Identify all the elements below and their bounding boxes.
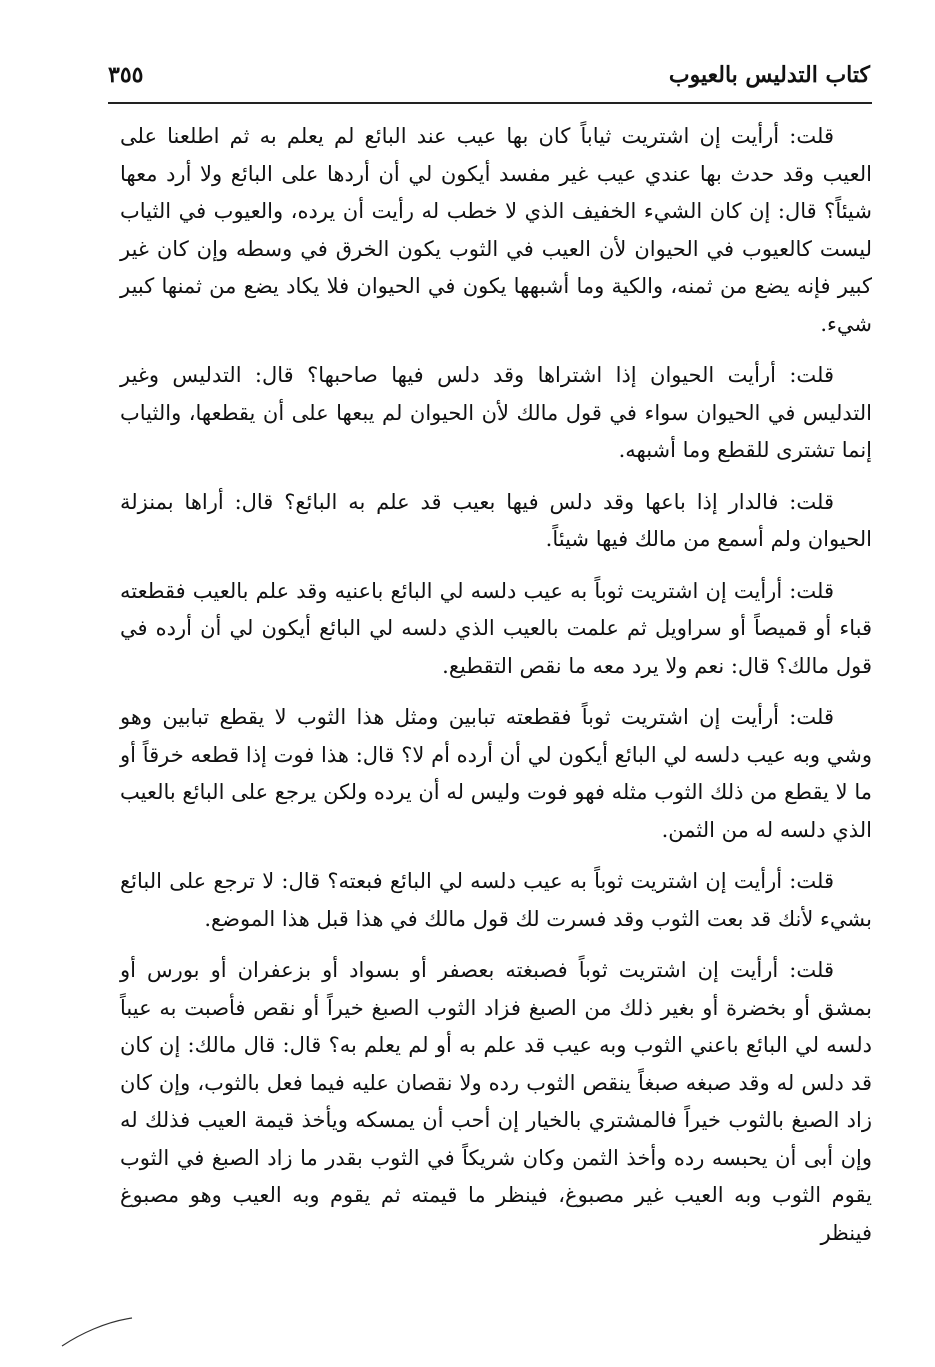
- header-rule: [108, 102, 872, 104]
- paragraph-6: قلت: أرأيت إن اشتريت ثوباً به عيب دلسه لي البائع فبعته؟ قال: لا ترجع على البائع بشيء لأنك قد بعت الثوب وقد فسرت لك قول مالك في هذا قبل هذا الموضع.: [120, 869, 872, 931]
- paragraph-1: قلت: أرأيت إن اشتريت ثياباً كان بها عيب عند البائع لم يعلم به ثم اطلعنا على العيب وقد حدث بها عندي عيب غير مفسد أيكون لي أن أردها على البائع ولا أرد معها شيئاً؟ قال: إن كان الشيء الخفيف الذي لا خطب له رأيت أن يرده، والعيوب في الثياب ليست كالعيوب في الحيوان لأن العيب في الثوب يكون الخرق في وسطه وإن كان غير كبير فإنه يضع من ثمنه، والكية وما أشبهها يكون في الحيوان فلا يكاد يضع من ثمنها كبير شيء.: [120, 124, 872, 336]
- paragraph-2: قلت: أرأيت الحيوان إذا اشتراها وقد دلس فيها صاحبها؟ قال: التدليس وغير التدليس في الحيوان سواء في قول مالك لأن الحيوان لم يبعها على أن يقطعها، والثياب إنما تشترى للقطع وما أشبهه.: [120, 363, 872, 462]
- paragraph-3: قلت: فالدار إذا باعها وقد دلس فيها بعيب قد علم به البائع؟ قال: أراها بمنزلة الحيوان ولم أسمع من مالك فيها شيئاً.: [120, 489, 872, 551]
- page-header: [108, 62, 870, 96]
- page-number: ٣٥٥: [108, 62, 144, 88]
- paragraph-4: قلت: أرأيت إن اشتريت ثوباً به عيب دلسه لي البائع باعنيه وقد علم بالعيب فقطعته قباء أو قميصاً أو سراويل ثم علمت بالعيب الذي دلسه لي البائع أيكون لي أن أرده في قول مالك؟ قال: نعم ولا يرد معه ما نقص التقطيع.: [120, 578, 872, 678]
- pen-stroke-mark: [60, 1300, 150, 1350]
- paragraph-7: قلت: أرأيت إن اشتريت ثوباً فصبغته بعصفر أو بسواد أو بزعفران أو بورس أو بمشق أو بخضرة أو بغير ذلك من الصبغ فزاد الثوب الصبغ خيراً أو نقص فأصبت به عيباً دلسه لي البائع باعني الثوب وبه عيب قد علم به أو لم يعلم به؟ قال: قال مالك: إن كان قد دلس له وقد صبغه صبغاً ينقص الثوب رده ولا نقصان عليه فيما فعل بالثوب، وإن كان زاد الصبغ بالثوب خيراً فالمشتري بالخيار إن أحب أن يمسكه ويأخذ قيمة العيب فذلك له وإن أبى أن يحبسه رده وأخذ الثمن وكان شريكاً في الثوب بقدر ما زاد الصبغ في الثوب يقوم الثوب وبه العيب غير مصبوغ، فينظر ما قيمته ثم يقوم وبه العيب وهو مصبوغ فينظر: [120, 958, 872, 1245]
- running-title: كتاب التدليس بالعيوب: [668, 62, 870, 88]
- page-body: [120, 118, 872, 1262]
- paragraph-5: قلت: أرأيت إن اشتريت ثوباً فقطعته تبابين ومثل هذا الثوب لا يقطع تبابين وهو وشي وبه عيب دلسه لي البائع أيكون لي أن أرده أم لا؟ قال: هذا فوت إذا قطعه خرقاً أو ما لا يقطع من ذلك الثوب مثله فهو فوت وليس له أن يرده ولكن يرجع على البائع بالعيب الذي دلسه له من الثمن.: [120, 705, 872, 842]
